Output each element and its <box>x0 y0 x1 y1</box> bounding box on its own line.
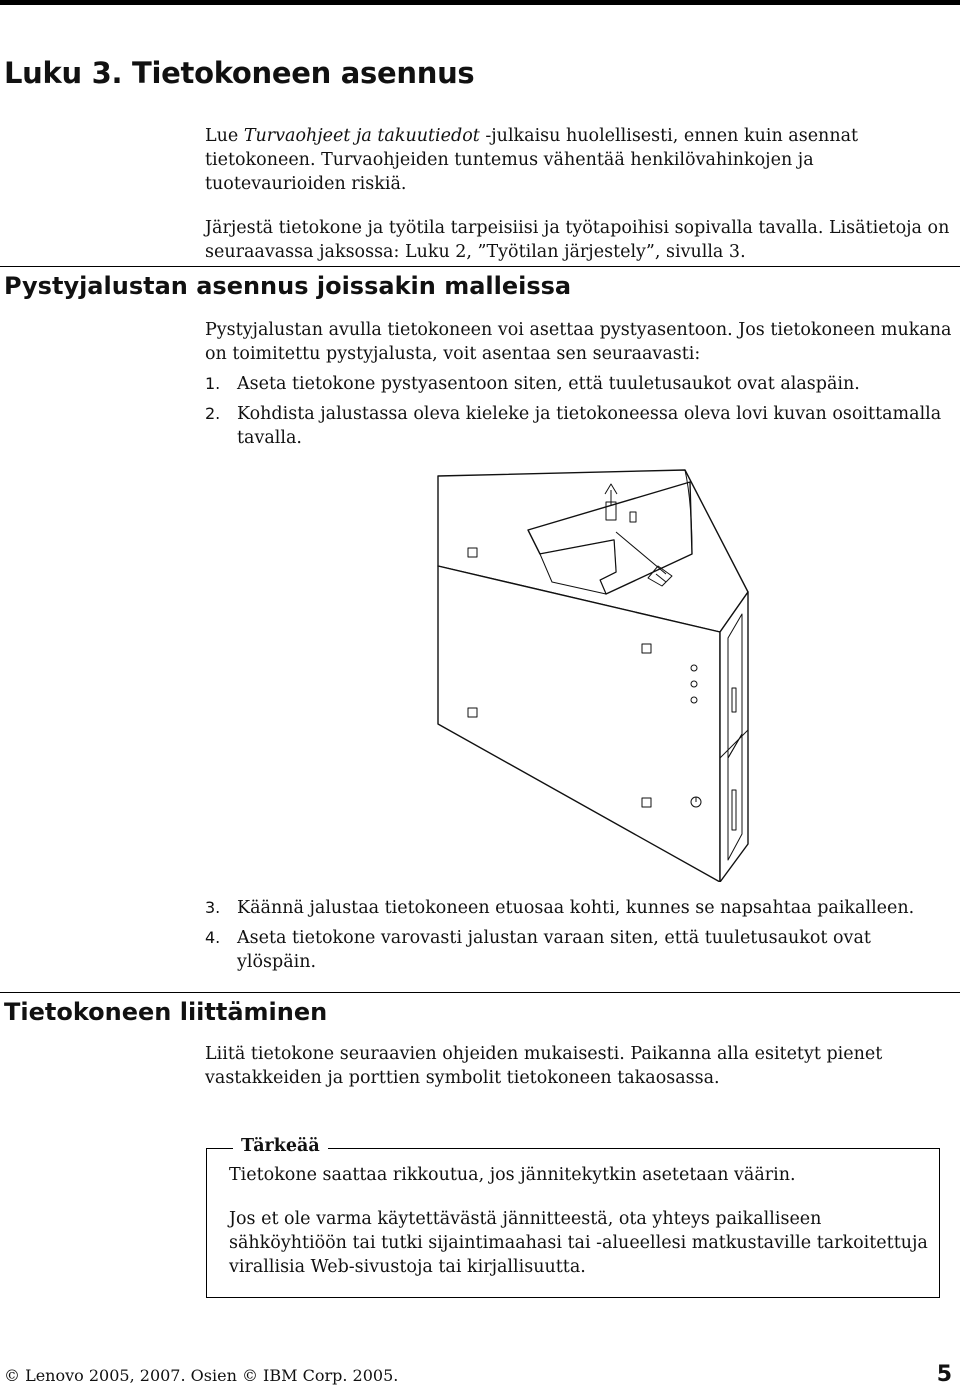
section-heading-connecting: Tietokoneen liittäminen <box>4 998 328 1026</box>
connecting-paragraph: Liitä tietokone seuraavien ohjeiden mukaisesti. Paikanna alla esitetyt pienet vastakkeiden ja porttien symbolit tietokoneen takaosassa. <box>205 1044 883 1088</box>
steps-list-1 <box>205 372 955 450</box>
step-item: 2. Kohdista jalustassa oleva kieleke ja tietokoneessa oleva lovi kuvan osoittamalla tavalla. <box>205 404 942 448</box>
stand-instructions <box>205 318 955 450</box>
section-rule <box>0 266 960 267</box>
chapter-title: Luku 3. Tietokoneen asennus <box>4 56 475 90</box>
intro-paragraph-2: Järjestä tietokone ja työtila tarpeisiisi ja työtapoihisi sopivalla tavalla. Lisätietoja on seuraavassa jaksossa: Luku 2, ”Työtilan järjestely”, sivulla 3. <box>205 218 950 262</box>
important-content <box>229 1163 929 1279</box>
safety-publication-title: Turvaohjeet ja takuutiedot <box>243 126 480 146</box>
important-notice-box <box>206 1136 940 1298</box>
steps-list-2 <box>205 896 955 974</box>
connecting-text <box>205 1042 955 1090</box>
intro-text <box>205 124 955 264</box>
section-rule <box>0 992 960 993</box>
step-item: 1. Aseta tietokone pystyasentoon siten, että tuuletusaukot ovat alaspäin. <box>205 374 860 394</box>
step-item: 3. Käännä jalustaa tietokoneen etuosaa kohti, kunnes se napsahtaa paikalleen. <box>205 898 915 918</box>
important-label: Tärkeää <box>233 1136 328 1156</box>
page-number: 5 <box>936 1362 952 1387</box>
stand-instructions-continued <box>205 890 955 974</box>
intro-paragraph-1: Lue Turvaohjeet ja takuutiedot -julkaisu huolellisesti, ennen kuin asennat tietokoneen. Turvaohjeiden tuntemus vähentää henkilövahinkojen ja tuotevaurioiden riskiä. <box>205 126 859 194</box>
footer-copyright: © Lenovo 2005, 2007. Osien © IBM Corp. 2005. <box>4 1366 399 1385</box>
step-item: 4. Aseta tietokone varovasti jalustan varaan siten, että tuuletusaukot ovat ylöspäin. <box>205 928 871 972</box>
stand-paragraph: Pystyjalustan avulla tietokoneen voi asettaa pystyasentoon. Jos tietokoneen mukana on toimitettu pystyjalusta, voit asentaa sen seuraavasti: <box>205 320 952 364</box>
important-paragraph-1: Tietokone saattaa rikkoutua, jos jännitekytkin asetetaan väärin. <box>229 1165 796 1185</box>
top-rule <box>0 0 960 5</box>
computer-stand-illustration <box>430 462 760 882</box>
important-paragraph-2: Jos et ole varma käytettävästä jännitteestä, ota yhteys paikalliseen sähköyhtiöön tai tutki sijaintimaahasi tai -alueellesi matkustaville tarkoitettuja virallisia Web-sivustoja tai kirjallisuutta. <box>229 1209 928 1277</box>
section-heading-stand: Pystyjalustan asennus joissakin malleissa <box>4 272 572 300</box>
